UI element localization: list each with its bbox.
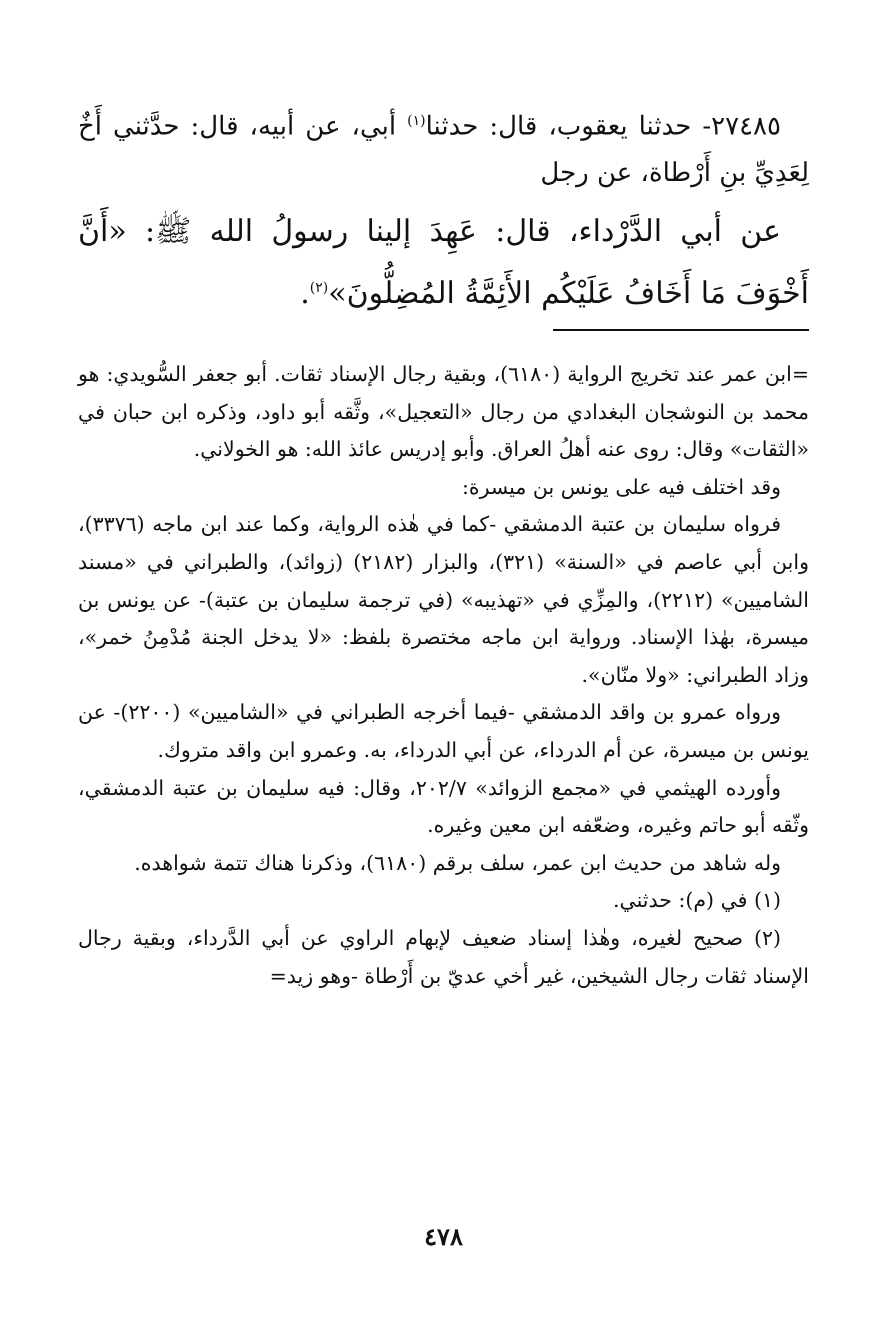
footnote-marker-1[interactable]: (١) xyxy=(407,113,426,129)
matn-end: . xyxy=(300,275,310,311)
isnad-rest: أبي، عن أبيه، قال: حدَّثني أَخٌ لِعَدِيِّ بنِ أَرْطاة، عن رجل xyxy=(78,111,809,188)
footnote-paragraph: وأورده الهيثمي في «مجمع الزوائد» ٢٠٢/٧، وقال: فيه سليمان بن عتبة الدمشقي، وثّقه أبو حاتم وغيره، وضعّفه ابن معين وغيره. xyxy=(78,775,809,838)
footnote-marker-2[interactable]: (٢) xyxy=(309,279,329,296)
hadith-text xyxy=(78,98,809,322)
footnote-paragraph: وقد اختلف فيه على يونس بن ميسرة: xyxy=(461,474,781,499)
footnote-1: (١) في (م): حدثني. xyxy=(613,888,781,913)
footnotes xyxy=(78,356,809,995)
footnote-2: (٢) صحيح لغيره، وهٰذا إسناد ضعيف لإبهام الراوي عن أبي الدَّرداء، وبقية رجال الإسناد ثقات رجال الشيخين، غير أخي عديّ بن أَرْطاة -وهو زيد= xyxy=(78,925,809,988)
isnad-start: ٢٧٤٨٥- حدثنا يعقوب، قال: حدثنا xyxy=(425,111,781,142)
footnote-divider xyxy=(553,329,809,331)
footnote-paragraph: فرواه سليمان بن عتبة الدمشقي -كما في هٰذه الرواية، وكما عند ابن ماجه (٣٣٧٦)، وابن أبي عاصم في «السنة» (٣٢١)، والبزار (٢١٨٢) (زوائد)، والطبراني في «مسند الشاميين» (٢٢١٢)، والمِزِّي في «تهذيبه» (في ترجمة سليمان بن عتبة)- عن يونس بن ميسرة، بهٰذا الإسناد. ورواية ابن ماجه مختصرة بلفظ: «لا يدخل الجنة مُدْمِنُ خمر»، وزاد الطبراني: «ولا منّان». xyxy=(78,512,809,687)
hadith-matn xyxy=(78,204,809,322)
footnote-paragraph: ورواه عمرو بن واقد الدمشقي -فيما أخرجه الطبراني في «الشاميين» (٢٢٠٠)- عن يونس بن ميسرة، عن أم الدرداء، عن أبي الدرداء، به. وعمرو ابن واقد متروك. xyxy=(78,700,809,762)
footnote-paragraph: وله شاهد من حديث ابن عمر، سلف برقم (٦١٨٠)، وذكرنا هناك تتمة شواهده. xyxy=(134,850,781,875)
matn-text: عن أبي الدَّرْداء، قال: عَهِدَ إلينا رسولُ الله ﷺ: «أَنَّ أَخْوَفَ مَا أَخَافُ عَلَيْكُم الأَئِمَّةُ المُضِلُّونَ» xyxy=(78,213,809,311)
page-number: ٤٧٨ xyxy=(424,1222,463,1251)
hadith-isnad xyxy=(78,98,809,196)
footnote-paragraph: =ابن عمر عند تخريج الرواية (٦١٨٠)، وبقية رجال الإسناد ثقات. أبو جعفر السُّويدي: هو محمد بن النوشجان البغدادي من رجال «التعجيل»، وثَّقه أبو داود، وذكره ابن حبان في «الثقات» وقال: روى عنه أهلُ العراق. وأبو إدريس عائذ الله: هو الخولاني. xyxy=(78,362,809,462)
